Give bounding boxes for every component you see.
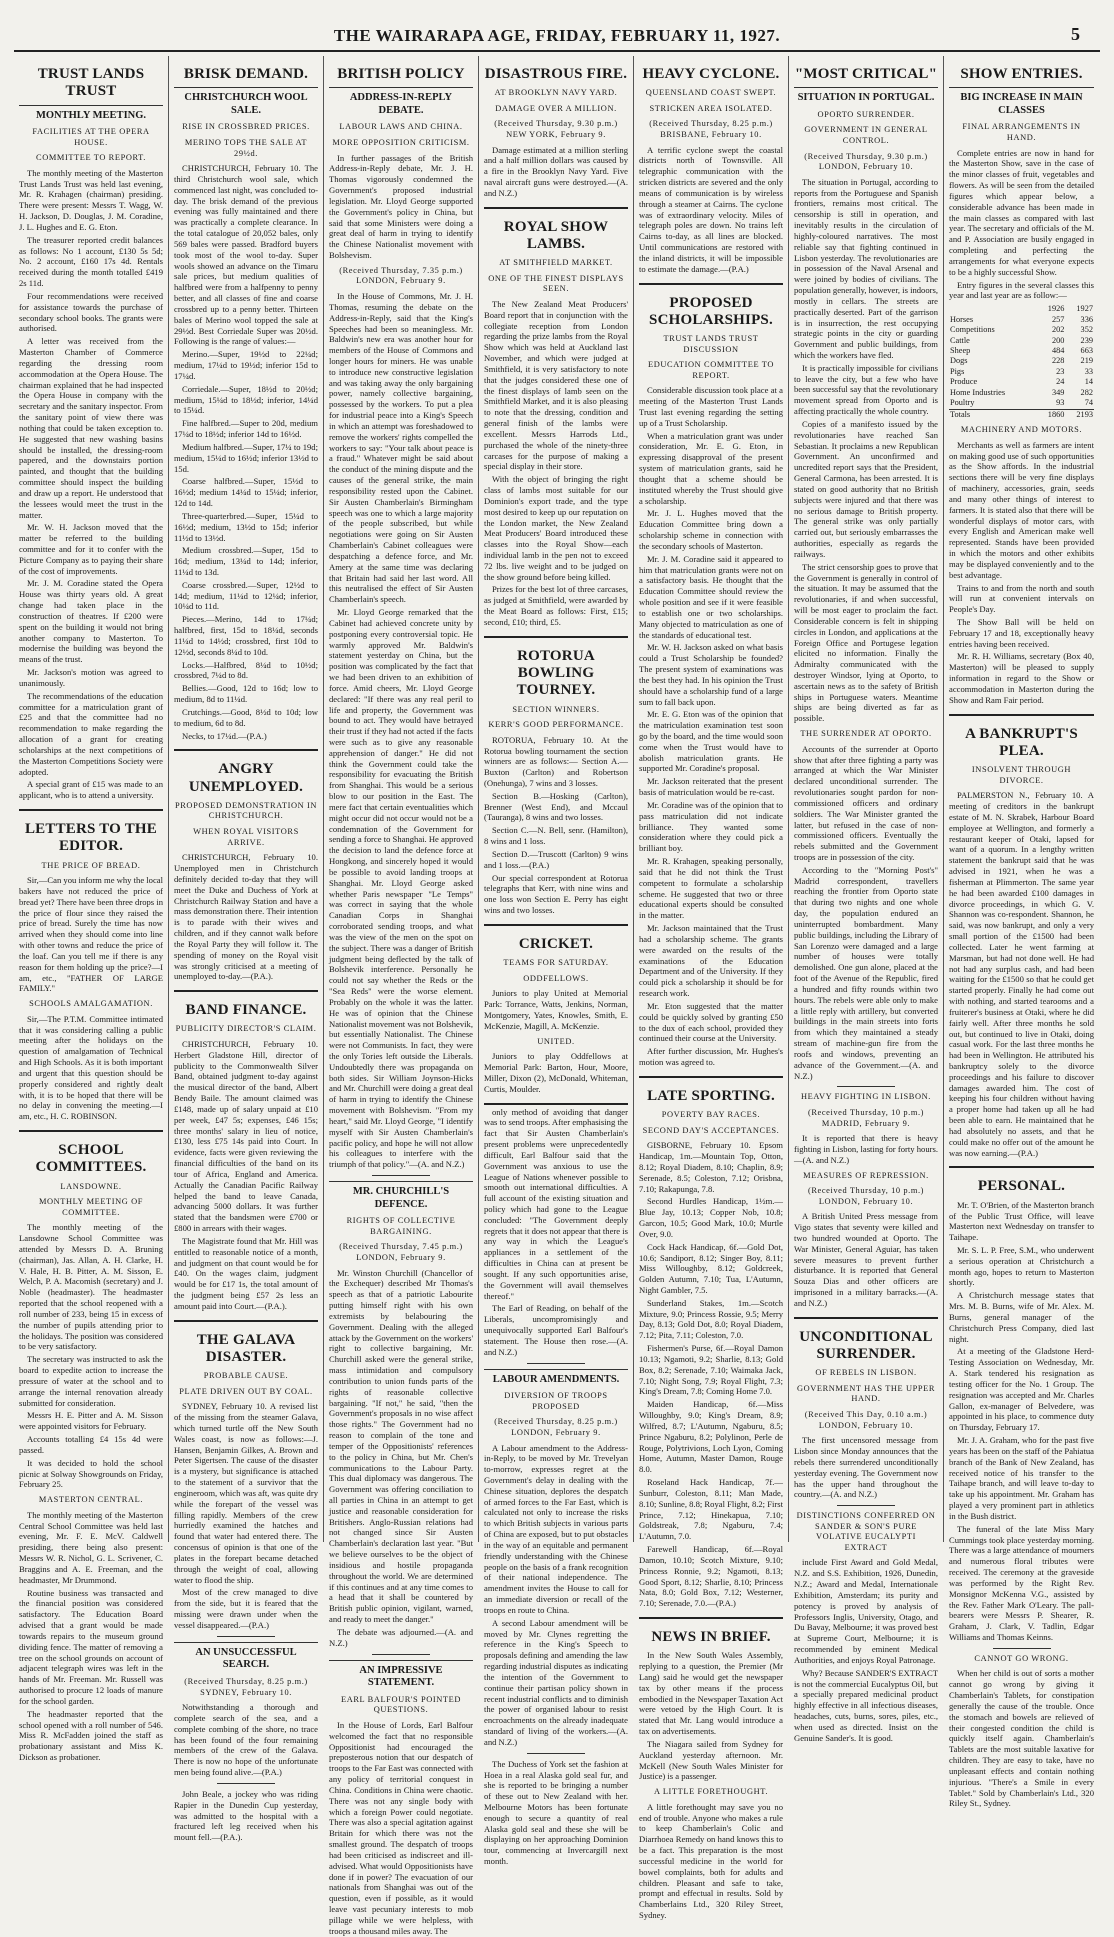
paragraph: Crutchings.—Good, 8½d to 10d; low to medium, 6d to 8d. [174, 706, 318, 728]
paragraph: Coarse halfbred.—Super, 15½d to 16½d; medium 14¼d to 15¼d; inferior, 12d to 14d. [174, 476, 318, 509]
paragraph: At a meeting of the Gladstone Herd-Testing Association on Wednesday, Mr. A. Stark tendered his resignation as testing officer for the No. 1 Group. The resignation was accepted and Mr. Charles Gallon, ex-manager of Belvedere, was appointed in his place, to commence duty on Thursday, February 17. [949, 1346, 1094, 1433]
table-cell-label: Poultry [950, 398, 975, 408]
headline: BRITISH POLICY [337, 66, 465, 82]
paragraph: Mr. T. O'Brien, of the Masterton branch of the Public Trust Office, will leave Masterton next Wednesday on transfer to Taihape. [949, 1199, 1094, 1243]
paragraph: PALMERSTON N., February 10. A meeting of creditors in the bankrupt estate of M. N. Skrabek, Harbour Board employee at Wellington, and formerly a restaurant keeper of Otaki, lapsed for want of a quorum. In a lengthy written statement the bankrupt said that he was advised in 1921, when he was a fisherman at Plimmerton. The same year he had been awarded £100 damages in divorce proceedings, in which G. V. Shannon was co-respondent. Shannon, he said, was now bankrupt, and only a very small portion of the £1500 had been collected. Later he went farming at Marsman, but had not done well. He had not had any surplus cash, and had been waiting for the £1500 so that he could get started properly. Finally he had come out with nothing, and started tearooms and a fruiterer's business at Otaki, where he did fairly well. After three months he sold out, but continued to live in Otaki, doing casual work. For the last three months he had been in Wellington. He attributed his bankruptcy solely to the divorce proceedings and his failure to discover damages awarded him. The cost of keeping his four children without having a proper home had taken up all he had been able to earn. He maintained that he had absolutely no assets, and that he could make no offer out of the amount he was now earning.—(P.A.) [949, 790, 1094, 1158]
paragraph: Section B.—Hosking (Carlton), Brenner (West End), and Mccaul (Tauranga), 8 wins and two losses. [484, 790, 628, 823]
column-2 [169, 56, 324, 1843]
subheading: (Received Thursday, 8.25 p.m.) BRISBANE, February 10. [649, 119, 773, 139]
divider [527, 1363, 585, 1364]
paragraph: Trains to and from the north and south will run at convenient intervals on People's Day. [949, 582, 1094, 615]
subheading: CANNOT GO WRONG. [974, 1653, 1069, 1663]
subheading: MASTERTON CENTRAL. [38, 1495, 144, 1505]
paragraph: Mr. Winston Churchill (Chancellor of the Exchequer) described Mr Thomas's speech as that of a patriotic Labourite putting himself right with his own extremists by belabouring the Government. Dealing with the alleged attack by the Government on the workers' right to collective bargaining, Mr. Churchill asked were the general strike, mass intimidation and compulsory contribution to union funds parts of the rights of reasonable collective bargaining. "If not," he said, "then the Government's proposals in no wise affect those rights." The Government had no reason to complain of the tone and temper of the Oppositionists' references to the policy in China, but Mr. Chen's communications to the Labour Party. This dual diplomacy was dangerous. The Government was offering conciliation to all parties in China in an attempt to get justice and reasonable consideration for Britishers. Anglo-Russian relations had not changed since Sir Austen Chamberlain's declaration last year. "But we believe ourselves to be the object of insidious and hostile propaganda throughout the world. We are determined if this continues and at any time comes to a head that it shall be countered by British public opinion, vigilant, warned, and ready to meet the danger." [329, 1267, 473, 1625]
subheading: QUEENSLAND COAST SWEPT. [645, 88, 777, 98]
headline: CRICKET. [518, 935, 594, 952]
paragraph: The situation in Portugal, according to reports from the Portuguese and Spanish frontiers, remains most critical. The censorship is still in operation, and inevitably results in the circulation of highly-coloured narratives. The most reliable say that fighting continued in Lisbon yesterday. The revolutionaries are in possession of the Naval Arsenal and were joined by bodies of civilians. The population generally, however, is indoors, mostly in cellars. The streets are practically deserted. Part of the garrison is in insurrection, the rest occupying strategic points in the city or guarding Government and public buildings, from which the workers have fled. [794, 176, 938, 360]
paragraph: The secretary was instructed to ask the board to expedite action to increase the pressure of water at the school and to arrange the internal renovation already submitted for consideration. [19, 1354, 163, 1408]
deck: MONTHLY MEETING. [19, 105, 163, 123]
table-cell-label: Home Industries [950, 387, 1006, 397]
divider [174, 1320, 318, 1322]
subheading: ODDFELLOWS. [523, 973, 589, 983]
subheading: RIGHTS OF COLLECTIVE BARGAINING. [346, 1216, 456, 1236]
paragraph: Mr. Coradine was of the opinion that to pass matriculation did not indicate brilliance. They wanted some consideration where they could pick a brilliant boy. [639, 799, 783, 854]
subheading: (Received Thursday, 8.25 p.m.) SYDNEY, February 10. [184, 1676, 308, 1697]
paragraph: Mr. S. L. P. Free, S.M., who underwent a serious operation at Christchurch a month ago, hopes to return to Masterton shortly. [949, 1245, 1094, 1288]
column-7 [944, 56, 1099, 1809]
paragraph: Merchants as well as farmers are intent on making good use of such opportunities as the Show affords. In the industrial sections there will be very fine displays of machinery, accessories, grain, seeds and many other things of interest to farmers. It is stated also that there will be wonderful displays of motor cars, with every English and American make well represented. Stands have been provided in which the motors and other exhibits may be displayed conveniently and to the best advantage. [949, 439, 1094, 580]
subheading: COMMITTEE TO REPORT. [36, 153, 146, 163]
headline: ROYAL SHOW LAMBS. [503, 218, 609, 252]
column-3 [324, 56, 479, 1936]
subheading: AT BROOKLYN NAVY YARD. [494, 88, 618, 98]
paragraph: Four recommendations were received for assistance towards the purchase of secondary school books. The grants were authorised. [19, 290, 163, 334]
page-number: 5 [1071, 24, 1080, 44]
column-5 [634, 56, 789, 1921]
subheading: DAMAGE OVER A MILLION. [495, 103, 617, 113]
divider [639, 1617, 783, 1619]
headline: TRUST LANDS TRUST [37, 66, 145, 100]
paragraph: Accounts of the surrender at Oporto show that after three fighting a party was arranged at which the War Minister declared unconditional surrender. The revolutionaries sought pardon for non-commissioned officers and ordinary soldiers. The War Minister granted the latter, but refused in the case of non-commissioned officers. Eventually the rebels submitted and the Government troops are in possession of the city. [794, 743, 938, 862]
divider [639, 283, 783, 285]
headline: "MOST CRITICAL" [794, 66, 938, 82]
divider [19, 809, 163, 811]
subheading: TRUST LANDS TRUST DISCUSSION [663, 334, 759, 354]
paragraph: include First Award and Gold Medal, N.Z. and S.S. Exhibition, 1926, Dunedin, N.Z.; Award and Medal, Internationale Exhibition, Amsterdam; its purity and potency is proved by analysis of Professors Inglis, University, Otago, and Du Bavay, Melbourne; it was proved best at Supreme Court, Melbourne; it is recommended by eminent Medical Authorities, and enjoys Royal Patronage. [794, 1557, 938, 1665]
paragraph: The monthly meeting of the Masterton Central School Committee was held last evening, Mr. F. E. McV. Caldwell presiding, there being also present: Messrs W. R. Nichol, G. L. Scrivener, C. Braggins and A. E. Freeman, and the headmaster, Mr Drummond. [19, 1509, 163, 1585]
subheading: GOVERNMENT HAS THE UPPER HAND. [796, 1383, 936, 1404]
table-header-row [949, 304, 1094, 314]
table-cell: 349 [1051, 387, 1065, 397]
newspaper-title: THE WAIRARAPA AGE, FRIDAY, FEBRUARY 11, 1927. [333, 26, 781, 45]
subheading: SECTION WINNERS. [512, 704, 600, 714]
deck: AN IMPRESSIVE STATEMENT. [329, 1660, 473, 1690]
masthead [14, 8, 1100, 52]
paragraph: A second Labour amendment will be moved by Mr. Clynes regretting the reference in the King's Speech to proposals defining and amending the law regarding industrial disputes as indicating the intention of the Government to continue their partisan policy shown in recent industrial conflicts and to diminish the power of organised labour to resist encroachments on the already inadequate standard of living of the workers.—(A. and N.Z.) [484, 1617, 628, 1747]
paragraph: A Christchurch message states that Mrs. M. B. Burns, wife of Mr. Alex. M. Burns, general manager of the Christchurch Press Company, died last night. [949, 1290, 1094, 1344]
paragraph: Fine halfbred.—Super to 20d, medium 17¼d to 18½d; inferior 14d to 16½d. [174, 418, 318, 440]
paragraph: Most of the crew managed to dive from the side, but it is feared that the missing were drawn under when the vessel disappeared.—(P.A.) [174, 1587, 318, 1630]
paragraph: CHRISTCHURCH, February 10. Herbert Gladstone Hill, director of publicity to the Commonwealth Silver Band, obtained judgment to-day against the musical director of the band, Albert Bendy Baile. The amount claimed was £148, made up of salary unpaid at £10 per week, £47 5s; expenses, £46 15s; three months' salary in lieu of notice, £130, less £75 14s paid into Court. In evidence, facts were given reviewing the financial difficulties of the band on its tour of Africa, England and America. Actually the Canadian Pacific Railway helped the band to leave Canada, advancing 5000 dollars. It was further stated that the bandsmen were £700 or £800 in arrears with their wages. [174, 1038, 318, 1234]
table-cell: 14 [1084, 377, 1093, 387]
table-cell: 23 [1056, 366, 1065, 376]
divider [217, 1783, 275, 1784]
headline: ANGRY UNEMPLOYED. [188, 761, 304, 795]
table-cell: 200 [1051, 335, 1065, 345]
subheading: DISTINCTIONS CONFERRED ON SANDER & SON'S PURE VOLATIVE EUCALYPTI EXTRACT [796, 1511, 936, 1552]
deck: BIG INCREASE IN MAIN CLASSES [949, 87, 1094, 117]
paragraph: Locks.—Halfbred, 8¼d to 10½d; crossbred, 7¼d to 8d. [174, 659, 318, 681]
headline: BRISK DEMAND. [183, 66, 309, 82]
paragraph: Mr. W. H. Jackson moved that the matter be referred to the building committee and for it to confer with the Picture Company as to paying their share of the cost of improvements. [19, 522, 163, 576]
subheading: (Received Thursday, 8.25 p.m.) LONDON, February 9. [494, 1417, 618, 1437]
table-total-row [949, 409, 1094, 420]
subheading: HEAVY FIGHTING IN LISBON. [801, 1092, 931, 1102]
subheading: MERINO TOPS THE SALE AT 29½d. [184, 138, 308, 158]
paragraph: Mr. J. M. Coradine stated the Opera House was thirty years old. A great change had taken place in the construction of theatres. If £200 were spent on the building it would not bring another company to Masterton. To modernise the building was beyond the means of the trust. [19, 578, 163, 665]
paragraph: SYDNEY, February 10. A revised list of the missing from the steamer Galava, which turned turtle off the New South Wales coast, is now as follows:—J. Hansen, Benjamin Gilkes, A. Brown and Peter Sigertsen. The cause of the disaster is a mystery, but significance is attached to the statement of a survivor that the engineroom, which was aft, was quite dry while the forepart of the vessel was filling rapidly. Members of the crew hurriedly examined the hatches and found that water had entered there. The concensus of opinion is that one of the plates in the forepart became detached through the weight of coal, allowing water to flood the ship. [174, 1401, 318, 1585]
deck: MR. CHURCHILL'S DEFENCE. [329, 1181, 473, 1211]
divider [174, 749, 318, 751]
paragraph: Mr. J. A. Graham, who for the past five years has been on the staff of the Pahiatua branch of the Bank of New Zealand, has received notice of his transfer to the Taihape branch, and will leave to-day to take up his appointment. Mr. Graham has played a very prominent part in athletics in the Bush district. [949, 1435, 1094, 1521]
paragraph: Mr. Eton suggested that the matter could be quickly solved by granting £50 to the dux of each school, provided they continued their course at the University. [639, 1000, 783, 1044]
headline: SHOW ENTRIES. [960, 66, 1083, 82]
table-cell: 24 [1056, 377, 1065, 387]
column-1 [14, 56, 169, 1762]
subheading: UNITED. [537, 1036, 575, 1046]
paragraph: Mr. W. H. Jackson asked on what basis could a Trust Scholarship be founded? The present system of examinations was the best they had. In his opinion the Trust should have a scholarship fund of a large sum to fall back upon. [639, 642, 783, 707]
paragraph: The headmaster reported that the school opened with a roll number of 546. Miss R. McFadden joined the staff as probationary assistant and Miss K. Dickson as probationer. [19, 1708, 163, 1762]
paragraph: Prizes for the best lot of three carcases, as judged at Smithfield, were awarded by the Meat Board as follows: First, £15; second, £10; third, £5. [484, 584, 628, 627]
paragraph: Cock Hack Handicap, 6f.—Gold Dot, 10.6; Sandiport, 8.12; Singer Boy, 8.11; Miss Willoughby, 8.12; Goldcreek, Golden Autumn, 7.10; Tua, L'Autumn, Night Gambler, 7.5. [639, 1241, 783, 1295]
paragraph: The monthly meeting of the Lansdowne School Committee was attended by Messrs D. A. Bruning (chairman), Jas. Allan, A. H. Clarke, H. V. Hale, H. B. Pitter, A. M. Sisson, E. Welch, P. A. Macomish (secretary) and J. Noble (headmaster). The headmaster reported that the school reopened with a roll number of 233, being 15 in excess of the number of pupils attending prior to the holidays. The position was considered to be very satisfactory. [19, 1222, 163, 1352]
subheading: FACILITIES AT THE OPERA HOUSE. [32, 127, 150, 147]
divider [174, 990, 318, 992]
subheading: SECOND DAY'S ACCEPTANCES. [642, 1125, 780, 1135]
table-row [949, 367, 1094, 377]
table-row [949, 377, 1094, 387]
paragraph: In the House of Lords, Earl Balfour welcomed the fact that no responsible Oppositionist had encouraged the preposterous notion that our despatch of troops to the Far East was connected with any policy of territorial conquest in China. Conditions in China were chaotic. There was not any single body with which a foreign Power could negotiate. There was also a special agitation against Britain for which there was not the smallest ground. The despatch of troops had been criticised as indiscreet and ill-advised. What would Oppositionists have done if in power? The evacuation of our nationals from Shanghai was out of the question, even if possible, as it would leave vast pecuniary interests to mob pillage while we were helpless, with troops a thousand miles away. The [329, 1719, 473, 1936]
subheading: STRICKEN AREA ISOLATED. [649, 103, 773, 113]
paragraph: A letter was received from the Masterton Chamber of Commerce regarding the dressing room accommodation at the Opera House. The chairman explained that he had inspected the Opera House in company with the secretary and the sanitary inspector. From the sanitary point of view there was nothing that could be taken exception to. He suggested that new washing basins should be installed, the dressing-room papered, and the downstairs portion painted, and thought that the building committee should inspect the building and draw up a report. He understood that the lessees would meet the trust in the matter. [19, 336, 163, 520]
paragraph: Juniors to play United at Memorial Park: Torrance, Watts, Jenkins, Norman, Montgomery, Yates, Knowles, Smith, E. McKenzie, Magill, A. McKenzie. [484, 988, 628, 1031]
paragraph: Notwithstanding a thorough and complete search of the sea, and a complete combing of the shore, no trace has been found of the four remaining members of the crew of the Galava. There is now no hope of the unfortunate men being found alive.—(P.A.) [174, 1702, 318, 1778]
newspaper-columns [14, 56, 1100, 1936]
paragraph: The treasurer reported credit balances as follows: No 1 account, £130 5s 5d; No. 2 account, £160 17s 4d. Rentals received during the month totalled £419 2s 11d. [19, 234, 163, 289]
paragraph: Our special correspondent at Rotorua telegraphs that Kerr, with nine wins and one loss won Section E. Perry has eight wins and two losses. [484, 872, 628, 916]
subheading: PLATE DRIVEN OUT BY COAL. [179, 1386, 313, 1396]
paragraph: Farewell Handicap, 6f.—Royal Damon, 10.10; Scotch Mixture, 9.10; Princess Ronnie, 9.2; Ngamoti, 8.13; Good Sport, 8.12; Sharlie, 8.10; Princess Nata, 8.0; Gold Box, 7.12; Westerner, 7.10; Serenade, 7.0.—(P.A.) [639, 1544, 783, 1609]
subheading: A LITTLE FORETHOUGHT. [653, 1787, 769, 1797]
paragraph: With the object of bringing the right class of lambs most suitable for our Dominion's export trade, and the type most desired to keep up our reputation on the London market, the New Zealand Meat Producers' Board introduced these classes into the Royal Show—each individual lamb in the pen not to exceed 72 lbs. live weight and to be judged on the show ground before being killed. [484, 474, 628, 582]
table-cell-label: Sheep [950, 346, 971, 355]
column-6 [789, 56, 944, 1743]
paragraph: It is practically impossible for civilians to leave the city, but a few who have been successful say that the revolutionary movement spread from Oporto and is affecting practically the whole country. [794, 362, 938, 417]
paragraph: Complete entries are now in hand for the Masterton Show, save in the case of the minor classes of fruit, vegetables and flowers. As will be seen from the detailed figures which appear below, a considerable advance has been made in the main classes as compared with last year. The secretary and officials of the M. and P. Association are busily engaged in completing and perfecting the arrangements for what everyone expects to be a highly successful Show. [949, 147, 1094, 277]
paragraph: CHRISTCHURCH, February 10. The third Christchurch wool sale, which commenced last night, was concluded to-day. The brisk demand of the previous evening was fully maintained and there was practically a complete clearance. In the total catalogue of 20,052 bales, only 569 bales were passed. Bradford buyers took most of the wool to-day. Super wools showed an advance on the Timaru sale prices, but medium qualities of halfbred were from a halfpenny to penny better, and all classes of fine and coarse crossbred up to a penny better. Thirteen bales of Merino wool topped the sale at 29½d. Best Corriedale Super was 20½d. Following is the range of values:— [174, 163, 318, 347]
table-row [949, 388, 1094, 398]
table-row [949, 398, 1094, 409]
paragraph: only method of avoiding that danger was to send troops. After emphasising the fact that Sir Austen Chamberlain's present problems were unprecedentedly difficult, Earl Balfour said that the Government was anxious to use the League of Nations whenever possible to smooth out international difficulties. A full account of the existing situation and policy which had gone to the League concluded: "The Government deeply regrets that it does not appear that there is any way in which the League's appliances in a settlement of the difficulties in China can at present be sought. If any such opportunities arise, the Government will avail themselves thereof." [484, 1106, 628, 1301]
subheading: INSOLVENT THROUGH DIVORCE. [971, 765, 1072, 785]
paragraph: Bellies.—Good, 12d to 16d; low to medium, 8d to 11¼d. [174, 683, 318, 705]
paragraph: When her child is out of sorts a mother cannot go wrong by giving it Chamberlain's Tablets, for constipation generally the cause of the trouble. Once the stomach and bowels are relieved of their congested condition the child is quickly itself again. Chamberlain's Tablets are the most suitable laxative for children. They are easy to take, have no unpleasant effects and contain nothing injurious. "There's a Smile in every Tablet." Sold by Chamberlain's Ltd., 320 Riley St., Sydney. [949, 1668, 1094, 1809]
paragraph: The funeral of the late Miss Mary Cummings took place yesterday morning. There was a large attendance of mourners and numerous floral tributes were received. The ceremony at the graveside was performed by the Right Rev. Monsignor McKenna V.G., assisted by the Rev. Father Mark O'Leary. The pall-bearers were Messrs P. Shearer, R. Graham, J. Clark, V. Tadlin, Edgar Williams and Thomas Keinns. [949, 1523, 1094, 1642]
headline: PERSONAL. [977, 1178, 1066, 1195]
paragraph: Entry figures in the several classes this year and last year are as follow:— [949, 279, 1094, 301]
paragraph: John Beale, a jockey who was riding Rapier in the Dunedin Cup yesterday, was admitted to the hospital with a fractured left leg received when his mount fell.—(P.A.). [174, 1788, 318, 1843]
paragraph: CHRISTCHURCH, February 10. Unemployed men in Christchurch definitely decided to-day that they will meet the Duke and Duchess of York at Christchurch Railway Station and have a mass demonstration there. Their intention is to parade with their wives and children, and if they cannot walk before the Royal Party they will follow it. The spending of money on the Royal visit was strongly criticised at a meeting of unemployed to-day.—(P.A.). [174, 852, 318, 982]
paragraph: A special grant of £15 was made to an applicant, who is to attend a university. [19, 779, 163, 801]
paragraph: Section D.—Truscott (Carlton) 9 wins and 1 loss.—(P.A.) [484, 848, 628, 870]
paragraph: Second Hurdles Handicap, 1½m.—Blue Jay, 10.13; Copper Nob, 10.8; Garcon, 10.5; Good Mark, 10.0; Murtle Over, 9.0. [639, 1196, 783, 1239]
paragraph: Accounts totalling £4 15s 4d were passed. [19, 1434, 163, 1455]
paragraph: Mr. E. G. Eton was of the opinion that the matriculation examination test soon go by the board, and the time would soon come when the Trust would have to abolish matriculation grants. He supported Mr. Coradine's proposal. [639, 709, 783, 774]
paragraph: The Show Ball will be held on February 17 and 18, exceptionally heavy entries having been received. [949, 617, 1094, 649]
paragraph: Corriedale.—Super, 18½d to 20½d; medium, 15¼d to 18½d; inferior, 14¼d to 15¼d. [174, 383, 318, 416]
table-cell: 202 [1051, 325, 1065, 335]
table-cell-label: Horses [950, 314, 974, 324]
table-cell: 336 [1080, 314, 1093, 324]
paragraph: In further passages of the British Address-in-Reply debate, Mr. J. H. Thomas vigorously condemned the Government's proposed industrial legislation. Mr. Lloyd George supported the Government's policy in China, but said that some Ministers were doing a great deal of harm in trying to identify the Chinese Nationalist movement with Bolshevism. [329, 152, 473, 261]
subheading: DIVERSION OF TROOPS PROPOSED [504, 1391, 608, 1411]
subheading: POVERTY BAY RACES. [661, 1110, 761, 1120]
paragraph: Maiden Handicap, 6f.—Miss Willoughby, 9.0; King's Dream, 8.9; Wilfred, 8.7; L'Autumn, Ngaburu, 8.5; Prince Ngaburu, 8.2; Polylinon, Perle de Rouge, Polytrivions, Loch Lyon, Coming Home, Autumn, Master Damon, Rouge 8.0. [639, 1399, 783, 1475]
paragraph: Mr. Lloyd George remarked that the Cabinet had achieved concrete unity by postponing every controversial topic. He warmly approved Mr. Baldwin's statement yesterday on China, but the position was complicated by the fact that we had been driven to an exhibition of force. Amid cheers, Mr. Lloyd George declared: "If there was any real peril to life and property, the Government was bound to act. They would have betrayed their trust if they had not acted if the facts were such as to give any reasonable apprehension of danger." He did not think the Government could take the responsibility for evacuating the British from Shanghai. This would be a serious blow to our position in the East. The mere fact that certain eventualities which might occur did not occur would not be a condemnation of the Government for sending a force to Shanghai. He approved the decision to land the defence force at Hongkong, and sincerely hoped it would be possible to avoid landing troops at Shanghai. Mr. Lloyd George asked whether Paris newspaper "Le Temps" was correct in saying that the whole Canadian Corps in Shanghai corroborated sending troops, and what was the view of the men on the spot on the subject. There was a danger of British judgment being deflected by the talk of Bolshevik interference. Personally he could not say whether the Reds or the "Sea Reds" were the worse element. Probably on the whole it was the latter. He was of opinion that the Chinese Nationalist movement was not Bolshevik, but essentially Nationalist. The Chinese were not Communists. In fact, they were the only Tories left outside the Liberals. Undoubtedly there was propaganda on both sides. Sir William Joynson-Hicks and Mr. Churchill were doing a great deal of harm in trying to identify the Chinese movement with Bolshevism. "From my heart," said Mr. Lloyd George, "I identify myself with Sir Austen Chamberlain's pacific policy, and hope he will not allow his colleagues to interfere with the triumph of that policy."—(A. and N.Z.) [329, 607, 473, 1170]
divider [639, 1076, 783, 1078]
divider [949, 714, 1094, 716]
deck: SITUATION IN PORTUGAL. [794, 87, 938, 105]
paragraph: Mr. Jackson reiterated that the present basis of matriculation would be re-cast. [639, 776, 783, 798]
paragraph: Fishermen's Purse, 6f.—Royal Damon 10.13; Ngamoti, 9.2; Sharlie, 8.13; Gold Box, 8.2; Serenade, 7.10; Waimaka Jack, 7.10; Night Song, 7.9; Royal Flight, 7.3; King's Dream, 7.8; Coming Home 7.0. [639, 1343, 783, 1397]
table-row [949, 346, 1094, 356]
subheading: PUBLICITY DIRECTOR'S CLAIM. [175, 1024, 317, 1034]
paragraph: The New Zealand Meat Producers' Board report that in conjunction with the collegiate reception from London regarding the prize lambs from the Royal Show which was held at Auckland last November, and which were judged at Smithfield, it is very satisfactory to note that the judges considered these one of the finest displays of lamb seen on the Smithfield Market, and it is also pleasing to note that the dressing, condition and general finish of the lambs were excellent. Messrs Harrods Ltd., purchased the whole of the ninety-three carcases for the purpose of making a special display in their store. [484, 298, 628, 472]
headline: LATE SPORTING. [647, 1087, 775, 1104]
divider [949, 1166, 1094, 1168]
table-row [949, 325, 1094, 335]
headline: NEWS IN BRIEF. [651, 1629, 771, 1646]
paragraph: When a matriculation grant was under consideration, Mr. E. G. Eton, in expressing disapproval of the present system of matriculation grants, said he thought that a scheme should be instituted whereby the Trust should give a scholarship. [639, 430, 783, 506]
paragraph: Pieces.—Merino, 14d to 17¼d; halfbred, first, 15d to 18¼d, seconds 11¼d to 14½d; crossbred, first 10d to 12½d, seconds 8¼d to 10d. [174, 614, 318, 657]
divider [837, 1505, 895, 1506]
divider [19, 1130, 163, 1132]
headline: BAND FINANCE. [185, 1002, 307, 1019]
table-cell: 2193 [1065, 409, 1094, 420]
paragraph: Routine business was transacted and the financial position was considered satisfactory. The Education Board advised that a grant would be made towards repairs to the museum ground dividing fence. The matter of removing a tree on the school grounds on account of adjacent telegraph wires was left in the hands of Mr. Freeman. Mr. Russell was authorised to procure 12 loads of manure for the school garden. [19, 1587, 163, 1706]
table-cell: 239 [1080, 335, 1093, 345]
table-cell-label: Competitions [950, 325, 995, 335]
paragraph: A British United Press message from Vigo states that seventy were killed and two hundred wounded at Oporto. The War Minister, General Aguiar, has taken severe measures to prevent further disturbance. It is reported that General Souza Dias and other officers are imprisoned in a military barracks.—(A. and N.Z.) [794, 1211, 938, 1308]
paragraph: Mr. J. L. Hughes moved that the Education Committee bring down a scholarship scheme in connection with the secondary schools of Masterton. [639, 508, 783, 551]
headline: LETTERS TO THE EDITOR. [24, 821, 158, 855]
table-cell: 484 [1051, 346, 1065, 355]
paragraph: GISBORNE, February 10. Epsom Handicap, 1m.—Mountain Top, Otton, 8.12; Royal Diadem, 8.10; Chaplin, 8.9; Serenade, 8.5; Coleston, 7.12; Orisbna, 7.10; Rakapunga, 7.8. [639, 1140, 783, 1194]
paragraph: Copies of a manifesto issued by the revolutionaries have reached San Sebastian. It proclaims a new Republican Government. An unconfirmed and uncredited report says that the President, General Carmona, has been arrested. It is stated on good authority that no British subjects were injured and that there was no serious damage to British property. The general strike was only partially carried out, but seriously embarrasses the authorities, especially as regards the railways. [794, 418, 938, 559]
paragraph: Medium halfbred.—Super, 17¼ to 19d; medium, 15¼d to 16½d; inferior 13½d to 15d. [174, 441, 318, 474]
subheading: LANSDOWNE. [60, 1181, 122, 1191]
paragraph: Mr. Jackson maintained that the Trust had a scholarship scheme. The grants were awarded on the results of the examinations of the Education Department and of the University. If they could pick a scholarship it should be for research work. [639, 923, 783, 999]
paragraph: In the House of Commons, Mr. J. H. Thomas, resuming the debate on the Address-in-Reply, said that the King's Speeches had been so meaningless. Mr. Baldwin's new era was another hour for members of the House of Commons and longer hours for miners. He was unable to introduce new constructive legislation and was taking away the only bargaining power, namely collective bargaining, possessed by the workers. To put a plea for industrial peace into a King's Speech in which an attempt was foreshadowed to remove the workers' rights compelled the workers to say: "Your talk about peace is a fraud." Whatever might be said about the conduct of the mining dispute and the causes of the general strike, the main responsibility rested upon the Cabinet. Sir Austen Chamberlain's Birmingham speech was one to which a large majority of the people subscribed, but while negotiations were going on Sir Austen Chamberlain's Cabinet colleagues were despatching a defence force, and Mr. Amery at the same time was declaring that Britain had said her last word. All this neutralised the effect of Sir Austen Chamberlain's speech. [329, 291, 473, 605]
headline: THE GALAVA DISASTER. [196, 1331, 296, 1365]
table-header-cell: 1927 [1076, 304, 1093, 314]
headline: UNCONDITIONAL SURRENDER. [799, 1328, 933, 1363]
table-cell: 93 [1056, 398, 1065, 408]
paragraph: Sunderland Stakes, 1m.—Scotch Mixture, 9.0; Princess Rossie, 9.5; Merry Day, 8.13; Gold Dot, 8.0; Royal Diadem, 7.12; Pita, 7.11; Coleston, 7.0. [639, 1297, 783, 1341]
paragraph: It is reported that there is heavy fighting in Lisbon, lasting for forty hours.—(A. and N.Z.) [794, 1133, 938, 1165]
paragraph: The strict censorship goes to prove that the Government is generally in control of the situation. It may be assumed that the revolutionaries, if and when successful, will be most eager to proclaim the fact. Considerable concern is felt in shipping circles in London, and applications at the Foreign Office and Portugese legation elicited no information. Finally the Admiralty communicated with the destroyer Windsor, lying at Oporto, to ascertain news as to the safety of British ships in Portuguese waters. Meantime ships are being diverted as far as possible. [794, 561, 938, 724]
deck: ADDRESS-IN-REPLY DEBATE. [329, 87, 473, 117]
paragraph: The recommendations of the education committee for a matriculation grant of £25 and that the committee had no recommendation to make regarding the allocation of a grant for creating scholarships at the next competitions of the Masterton Competitions Society were adopted. [19, 690, 163, 777]
paragraph: The Niagara sailed from Sydney for Auckland yesterday afternoon. Mr. McKell (New South Wales Minister for Justice) is a passenger. [639, 1738, 783, 1782]
table-header-cell: 1926 [1047, 304, 1065, 314]
paragraph: The first uncensored message from Lisbon since Monday announces that the rebels there surrendered unconditionally yesterday evening. The Government now has the upper hand throughout the country.—(A. and N.Z.) [794, 1435, 938, 1500]
paragraph: Mr. J. M. Coradine said it appeared to him that matriculation grants were not on a satisfactory basis. He thought that the Education Committee should review the whole position and see if it were feasible to establish one or two scholarships. Many objected to matriculation as one of the standards of educational test. [639, 553, 783, 640]
paragraph: The Magistrate found that Mr. Hill was entitled to reasonable notice of a month, and judgment on that count would be for £40. On the wages claim, judgment would be for £17 1s, the total amount of the judgment being £57 2s less an amount paid into Court.—(P.A.). [174, 1235, 318, 1311]
table-cell: 1860 [1037, 409, 1066, 420]
deck: CHRISTCHURCH WOOL SALE. [174, 87, 318, 117]
table-cell: 219 [1080, 356, 1093, 366]
deck: AN UNSUCCESSFUL SEARCH. [174, 1642, 318, 1672]
paragraph: Roseland Hack Handicap, 7f.—Sunburr, Coleston, 8.11; Man Made, 8.10; Sunline, 8.8; Royal Flight, 8.2; First Prince, 7.12; Hinekapua, 7.10; Goldstreak, 7.8; Ngaburu, 7.4; L'Autumn, 7.0. [639, 1477, 783, 1542]
paragraph: Why? Because SANDER'S EXTRACT is not the commercial Eucalyptus Oil, but a specially prepared medicinal product highly effective in all infectious diseases, headaches, cuts, burns, sores, piles, etc., when used as directed. Insist on the Genuine Sander's. It is good. [794, 1667, 938, 1743]
divider [993, 1648, 1051, 1649]
divider [527, 1753, 585, 1754]
paragraph: Necks, to 17¼d.—(P.A.) [182, 730, 267, 741]
divider [372, 1654, 430, 1655]
paragraph: Damage estimated at a million sterling and a half million dollars was caused by a fire in the Brooklyn Navy Yard. Five naval aircraft guns were destroyed.—(A. and N.Z.) [484, 144, 628, 198]
paragraph: Juniors to play Oddfellows at Memorial Park: Barton, Hour, Moore, Miller, Dixon (2), McDonald, Whiteman, Curtis, Moulder. [484, 1051, 628, 1094]
subheading: THE PRICE OF BREAD. [41, 860, 141, 870]
subheading: MEASURES OF REPRESSION. [803, 1170, 929, 1180]
subheading: PROBABLE CAUSE. [203, 1371, 289, 1381]
subheading: MORE OPPOSITION CRITICISM. [332, 138, 470, 148]
paragraph: Medium crossbred.—Super, 15d to 16d; medium, 13¼d to 14d; inferior, 11¼d to 13d. [174, 545, 318, 577]
paragraph: It was decided to hold the school picnic at Solway Showgrounds on Friday, February 25. [19, 1457, 163, 1490]
table-cell: 228 [1051, 356, 1065, 366]
table-cell-label: Dogs [950, 356, 968, 366]
subheading: (Received Thursday, 10 p.m.) LONDON, February 10. [807, 1186, 925, 1206]
subheading: (Received This Day, 0.10 a.m.) LONDON, February 10. [804, 1410, 928, 1430]
paragraph: Mr. R. Krahagen, speaking personally, said that he did not think the Trust competent to formulate a scholarship scheme. He suggested that two or three educational experts should be consulted in the matter. [639, 856, 783, 921]
subheading: (Received Thursday, 9.30 p.m.) LONDON, February 10. [804, 151, 928, 172]
paragraph: Merino.—Super, 19½d to 22¼d; medium, 17¼d to 19½d; inferior 15d to 17¼d. [174, 349, 318, 381]
subheading: AT SMITHFIELD MARKET. [499, 258, 613, 268]
subheading: OF REBELS IN LISBON. [815, 1368, 917, 1378]
subheading: KERR'S GOOD PERFORMANCE. [488, 720, 624, 730]
column-4 [479, 56, 634, 1867]
paragraph: Section C.—N. Bell, senr. (Hamilton), 8 wins and 1 loss. [484, 825, 628, 847]
table-row [949, 336, 1094, 346]
subheading: (Received Thursday, 9.30 p.m.) NEW YORK, February 9. [494, 119, 618, 139]
paragraph: Sir,—Can you inform me why the local bakers have not reduced the price of bread yet? There have been three drops in the price of flour since they raised the price of bread. Surely the time has now arrived when they should come into line with other towns and reduce the price of the loaf. Can you tell me if there is any reason for them holding up the price?—I am, etc., "FATHER OF LARGE FAMILY." [19, 875, 163, 994]
subheading: OPORTO SURRENDER. [817, 109, 915, 119]
table-row [949, 315, 1094, 325]
paragraph: The debate was adjourned.—(A. and N.Z.) [329, 1626, 473, 1648]
deck: LABOUR AMENDMENTS. [484, 1369, 628, 1387]
subheading: EARL BALFOUR'S POINTED QUESTIONS. [340, 1694, 462, 1715]
subheading: (Received Thursday, 7.45 p.m.) LONDON, February 9. [339, 1242, 463, 1263]
paragraph: ROTORUA, February 10. At the Rotorua bowling tournament the section winners are as follows:— Section A.—Buxton (Carlton) and Robertson (Onehunga), 7 wins and 3 losses. [484, 734, 628, 788]
headline: HEAVY CYCLONE. [642, 66, 780, 82]
subheading: LABOUR LAWS AND CHINA. [339, 122, 463, 132]
divider [484, 207, 628, 209]
paragraph: Mr. R. H. Williams, secretary (Box 40, Masterton) will be pleased to supply information in regard to the Show or accommodation in Masterton during the Show and Ram Fair period. [949, 651, 1094, 705]
headline: PROPOSED SCHOLARSHIPS. [649, 294, 773, 328]
subheading: (Received Thursday, 10 p.m.) MADRID, February 9. [807, 1107, 925, 1128]
subheading: ONE OF THE FINEST DISPLAYS SEEN. [488, 273, 624, 294]
show-entries-table [949, 304, 1094, 420]
paragraph: Considerable discussion took place at a meeting of the Masterton Trust Lands Trust last evening regarding the setting up of a Trust Scholarship. [639, 385, 783, 428]
table-cell: 663 [1080, 346, 1093, 355]
paragraph: A little forethought may save you no end of trouble. Anyone who makes a rule to keep Chamberlain's Colic and Diarrhoea Remedy on hand knows this to be a fact. This preparation is the most successful medicine in the world for bowel complaints, both for adults and children. Pleasant and safe to take, prompt and effectual in results. Sold by Chamberlains Ltd., 320 Riley Street, Sydney. [639, 1801, 783, 1921]
table-cell: 257 [1051, 314, 1065, 324]
table-cell-label: Cattle [950, 335, 970, 345]
divider [217, 1636, 275, 1637]
table-row [949, 356, 1094, 366]
paragraph: A Labour amendment to the Address-in-Reply, to be moved by Mr. Trevelyan to-morrow, expresses regret at the Government's delay in dealing with the Chinese situation, deplores the despatch of armed forces to the Far East, which is calculated not only to increase the risks to which British subjects in various parts of China are exposed, but to put obstacles in the way of an equitable and permanent friendly understanding with the Chinese people on the basis of a frank recognition of their national independence. The amendment invites the House to call for an immediate diversion or recall of the troops en route to China. [484, 1442, 628, 1615]
subheading: GOVERNMENT IN GENERAL CONTROL. [804, 125, 928, 145]
divider [372, 1175, 430, 1176]
paragraph: The Duchess of York set the fashion at Hoea in a real Alaska gold seal fur, and she is reported to be bringing a number of these out to New Zealand with her. Melbourne Motors has been fortunate enough to secure a quantity of real Alaska gold seal and these she will be displaying on her approaching Dominion tour, commencing at Invercargill next month. [484, 1758, 628, 1867]
paragraph: Sir,—The P.T.M. Committee intimated that it was considering calling a public meeting after the holidays on the question of amalgamation of Technical and High Schools. As it is both important and urgent that this question should be properly considered and rightly dealt with, it is to be hoped that there will be no delay in convening the meeting.—I am, etc., H. C. ROBINSON. [19, 1013, 163, 1122]
divider [484, 1103, 628, 1105]
table-cell: 282 [1080, 387, 1093, 397]
paragraph: In the New South Wales Assembly, replying to a question, the Premier (Mr Lang) said he would get the newspaper tax by other means if the process embodied in the Newspaper Taxation Act were vetoed by the High Court. It is stated that Mr. Lang would introduce a tax on advertisements. [639, 1650, 783, 1737]
paragraph: A terrific cyclone swept the coastal districts north of Townsville. All telegraphic communication with the stricken districts are severed and the only means of communication is by wireless through a steamer at Cairns. The cyclone was of extraordinary velocity. Miles of telegraph poles are down. No trains left Cairns to-day, as all lines are blocked. Until communications are restored with the inland districts, it will be impossible to estimate the damage.—(P.A.) [639, 144, 783, 274]
paragraph: The monthly meeting of the Masterton Trust Lands Trust was held last evening, Mr. R. Krahagen (chairman) presiding. There were present: Messrs T. Wagg, W. H. Jackson, D. Douglas, J. M. Coradine, J. L. Hughes and E. G. Eton. [19, 167, 163, 232]
divider [484, 924, 628, 926]
subheading: FINAL ARRANGEMENTS IN HAND. [962, 122, 1081, 143]
paragraph: Messrs H. E. Pitter and A. M. Sisson were appointed visitors for February. [19, 1410, 163, 1432]
paragraph: Coarse crossbred.—Super, 12½d to 14d; medium, 11¼d to 12¼d; inferior, 10¼d to 11d. [174, 579, 318, 612]
headline: DISASTROUS FIRE. [484, 66, 628, 82]
subheading: WHEN ROYAL VISITORS ARRIVE. [193, 827, 299, 847]
paragraph: The Earl of Reading, on behalf of the Liberals, uncompromisingly and unequivocally supported Earl Balfour's statement. The House then rose.—(A. and N.Z.) [484, 1303, 628, 1357]
divider [794, 1317, 938, 1319]
headline: A BANKRUPT'S PLEA. [965, 725, 1078, 759]
subheading: EDUCATION COMMITTEE TO REPORT. [648, 360, 774, 380]
subheading: SCHOOLS AMALGAMATION. [29, 999, 153, 1009]
divider [484, 636, 628, 638]
table-cell: 33 [1084, 366, 1093, 376]
paragraph: Mr. Jackson's motion was agreed to unanimously. [19, 667, 163, 688]
headline: ROTORUA BOWLING TOURNEY. [516, 647, 596, 699]
paragraph: After further discussion, Mr. Hughes's motion was agreed to. [639, 1046, 783, 1067]
table-cell: 74 [1084, 398, 1093, 408]
subheading: (Received Thursday, 7.35 p.m.) LONDON, February 9. [339, 265, 463, 286]
subheading: MACHINERY AND MOTORS. [960, 425, 1083, 435]
subheading: RISE IN CROSSBRED PRICES. [182, 122, 310, 132]
subheading: THE SURRENDER AT OPORTO. [800, 729, 932, 739]
table-cell-label: Totals [949, 409, 1037, 420]
paragraph: Three-quarterbred.—Super, 15¼d to 16½d; medium, 13½d to 15d; inferior 11½d to 13½d. [174, 510, 318, 543]
table-cell-label: Produce [950, 377, 978, 387]
table-cell-label: Pigs [950, 366, 965, 376]
table-cell: 352 [1080, 325, 1093, 335]
paragraph: According to the "Morning Post's" Madrid correspondent, travellers reaching the frontier from Oporto state that during two nights and one whole day, the population endured an uninterrupted bombardment. Many public buildings, including the Library of San Lorenzo were damaged and a large number of houses were totally demolished. One gun alone, placed at the foot of the Avenue of the Republic, fired a hundred and fifty rounds within two hours. The rebels were able only to make a little reply with artillery, but converted buildings in the main streets into forts from which they maintained a steady stream of machine-gun fire from the roofs and windows, preventing an advance of the Government.—(A. and N.Z.) [794, 864, 938, 1081]
subheading: PROPOSED DEMONSTRATION IN CHRISTCHURCH. [174, 800, 318, 821]
subheading: MONTHLY MEETING OF COMMITTEE. [38, 1197, 144, 1217]
headline: SCHOOL COMMITTEES. [35, 1142, 147, 1176]
subheading: TEAMS FOR SATURDAY. [503, 958, 609, 968]
divider [837, 1086, 895, 1087]
